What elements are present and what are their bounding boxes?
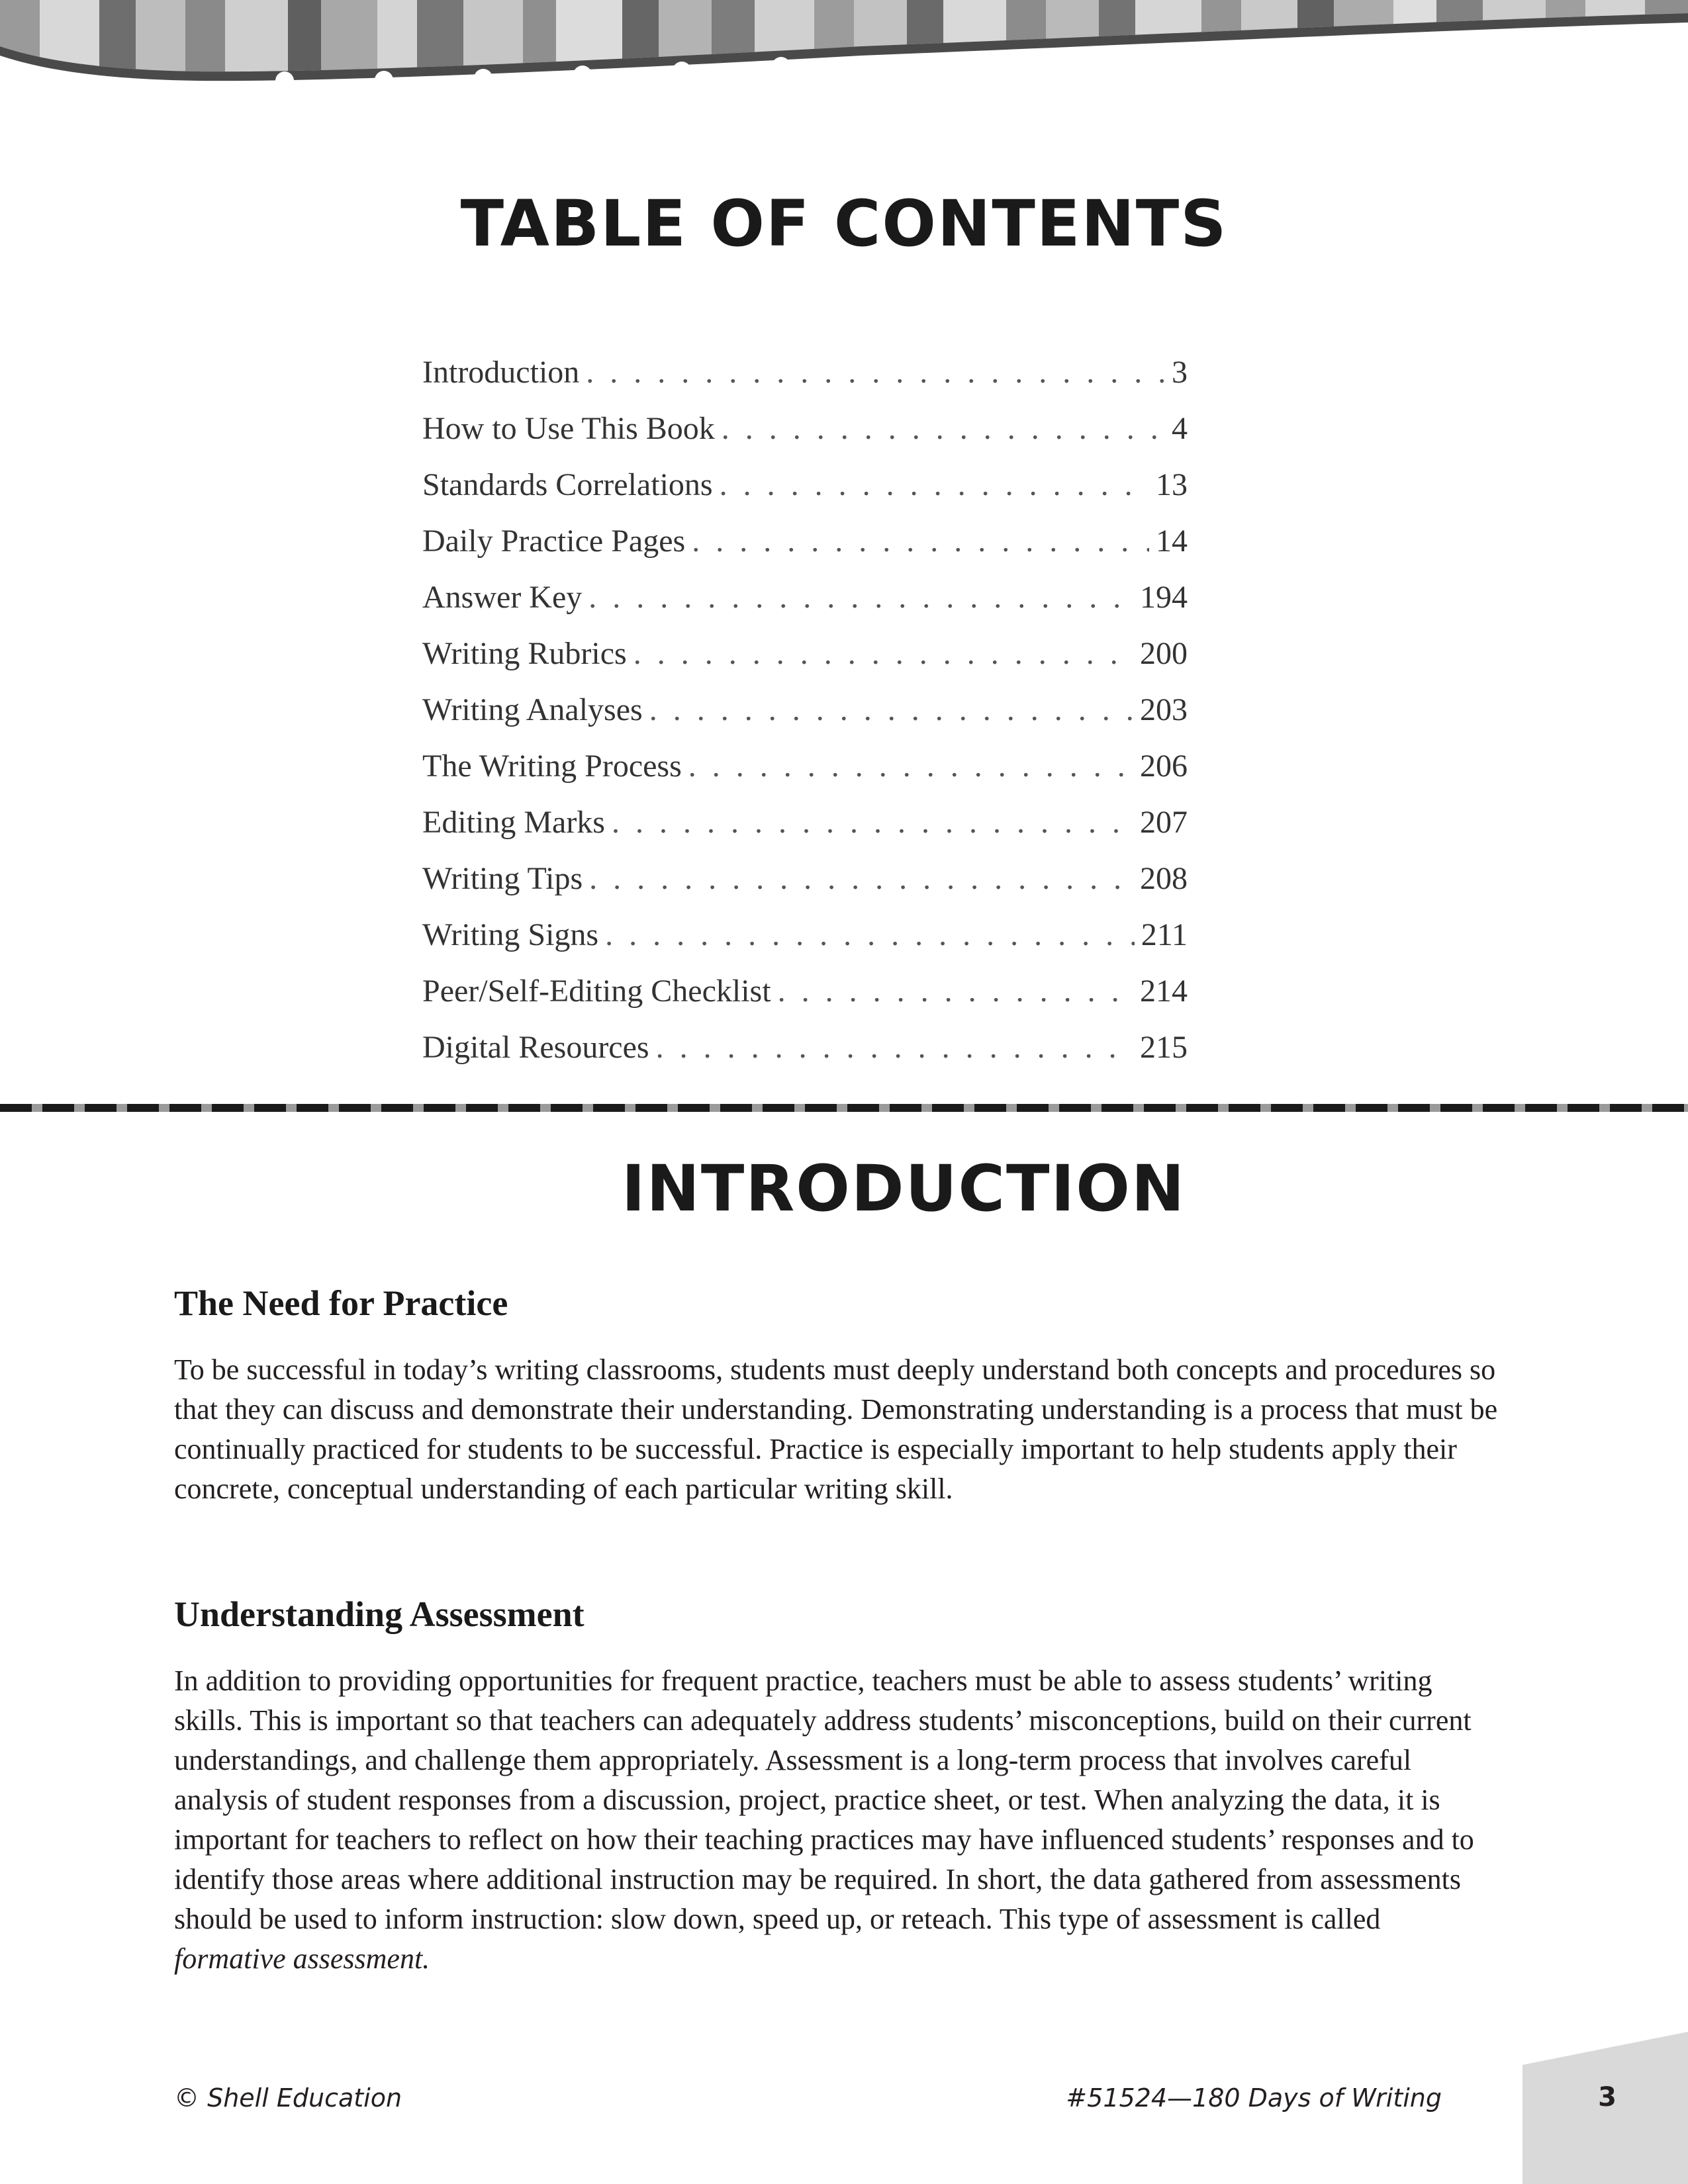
page-number: 3	[1598, 2082, 1617, 2113]
toc-entry	[422, 400, 1188, 457]
toc-dot-leader	[589, 860, 1133, 897]
toc-entry-page: 214	[1140, 974, 1188, 1009]
toc-entry-page: 208	[1140, 861, 1188, 896]
toc-title: TABLE OF CONTENTS	[460, 187, 1228, 261]
toc-entry-label: Peer/Self-Editing Checklist	[422, 974, 771, 1009]
introduction-title: INTRODUCTION	[621, 1152, 1186, 1226]
toc-entry-label: Editing Marks	[422, 805, 605, 840]
section-heading-need-for-practice: The Need for Practice	[174, 1283, 508, 1323]
toc-dot-leader	[649, 692, 1133, 728]
toc-entry-page: 14	[1156, 523, 1188, 559]
toc-entry	[422, 457, 1188, 513]
toc-entry-label: Writing Analyses	[422, 692, 643, 727]
toc-dot-leader	[588, 579, 1133, 615]
section-heading-understanding-assessment: Understanding Assessment	[174, 1594, 585, 1634]
toc-entry	[422, 682, 1188, 738]
toc-entry-page: 207	[1140, 805, 1188, 840]
toc-entry	[422, 569, 1188, 625]
toc-entry-page: 3	[1172, 355, 1188, 390]
toc-entry-page: 215	[1140, 1030, 1188, 1065]
toc-entry-label: Writing Tips	[422, 861, 583, 896]
toc-entry-label: Introduction	[422, 355, 580, 390]
toc-entry-page: 200	[1140, 636, 1188, 671]
toc-entry	[422, 963, 1188, 1019]
toc-dot-leader	[778, 973, 1133, 1009]
toc-entry-page: 13	[1156, 467, 1188, 502]
toc-dot-leader	[688, 748, 1133, 784]
toc-entry-label: How to Use This Book	[422, 411, 715, 446]
toc-dot-leader	[720, 467, 1149, 503]
toc-entry	[422, 794, 1188, 850]
toc-entry-label: Daily Practice Pages	[422, 523, 686, 559]
paragraph-body: In addition to providing opportunities for frequent practice, teachers must be able to assess students’ writing skills. This is important so that teachers can adequately address students’ misconceptions, build on their current understandings, and challenge them appropriately. Assessment is a long-term process that involves careful analysis of student responses from a discussion, project, practice sheet, or test. When analyzing the data, it is important for teachers to reflect on how their teaching practices may have influenced students’ responses and to identify those areas where additional instruction may be required. In short, the data gathered from assessments should be used to inform instruction: slow down, speed up, or reteach. This type of assessment is called	[174, 1664, 1474, 1935]
toc-dot-leader	[605, 917, 1135, 953]
toc-entry-label: Answer Key	[422, 580, 583, 615]
decorative-banner	[0, 0, 1688, 113]
toc-entry-page: 4	[1172, 411, 1188, 446]
toc-entry-label: Digital Resources	[422, 1030, 649, 1065]
toc-entry	[422, 513, 1188, 569]
toc-dot-leader	[692, 523, 1149, 559]
section-divider	[0, 1104, 1688, 1112]
toc-entry-label: Standards Correlations	[422, 467, 713, 502]
table-of-contents	[422, 344, 1188, 1075]
toc-entry-page: 203	[1140, 692, 1188, 727]
toc-entry	[422, 738, 1188, 794]
toc-entry-page: 194	[1140, 580, 1188, 615]
toc-dot-leader	[586, 354, 1165, 390]
toc-entry	[422, 907, 1188, 963]
toc-entry-page: 206	[1140, 749, 1188, 784]
toc-dot-leader	[612, 804, 1133, 841]
book-identifier: #51524—180 Days of Writing	[1066, 2083, 1442, 2113]
paragraph-need-for-practice: To be successful in today’s writing classrooms, students must deeply understand both concepts and procedures so that they can discuss and demonstrate their understanding. Demonstrating understanding is a process that must be continually practiced for students to be successful. Practice is especially important to help students apply their concrete, conceptual understanding of each particular writing skill.	[174, 1353, 1498, 1505]
toc-entry	[422, 625, 1188, 682]
toc-entry-label: Writing Rubrics	[422, 636, 627, 671]
toc-entry	[422, 344, 1188, 400]
toc-dot-leader	[633, 635, 1133, 672]
toc-entry-label: The Writing Process	[422, 749, 682, 784]
copyright-text: © Shell Education	[174, 2083, 402, 2113]
toc-dot-leader	[656, 1029, 1133, 1066]
toc-entry	[422, 1019, 1188, 1075]
toc-entry-label: Writing Signs	[422, 917, 599, 952]
paragraph-understanding-assessment	[174, 1661, 1498, 1979]
emphasis-term: formative assessment.	[174, 1942, 430, 1975]
toc-dot-leader	[722, 410, 1165, 447]
toc-entry-page: 211	[1141, 917, 1188, 952]
toc-entry	[422, 850, 1188, 907]
